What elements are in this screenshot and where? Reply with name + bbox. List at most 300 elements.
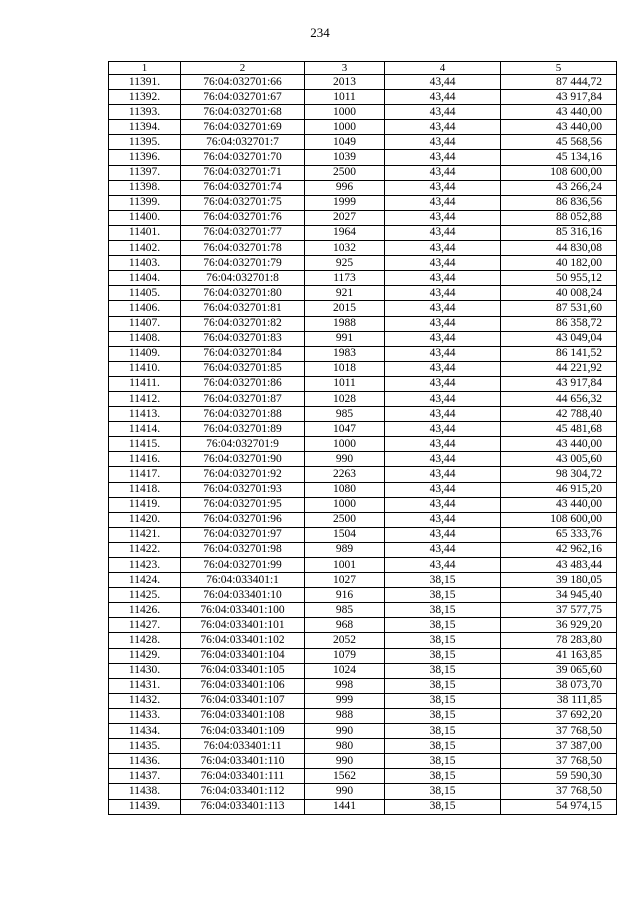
table-row <box>109 195 617 210</box>
cadastral-number-cell: 76:04:032701:80 <box>181 286 305 301</box>
cadastral-number-cell: 76:04:032701:70 <box>181 150 305 165</box>
rate-cell: 43,44 <box>385 527 501 542</box>
area-cell: 2015 <box>305 301 385 316</box>
cadastral-number-cell: 76:04:032701:67 <box>181 90 305 105</box>
cadastral-number-cell: 76:04:033401:109 <box>181 724 305 739</box>
row-number-cell: 11402. <box>109 241 181 256</box>
amount-cell: 87 444,72 <box>501 75 617 90</box>
rate-cell: 38,15 <box>385 633 501 648</box>
area-cell: 1999 <box>305 195 385 210</box>
rate-cell: 43,44 <box>385 120 501 135</box>
amount-cell: 78 283,80 <box>501 633 617 648</box>
row-number-cell: 11429. <box>109 648 181 663</box>
amount-cell: 37 577,75 <box>501 603 617 618</box>
rate-cell: 43,44 <box>385 241 501 256</box>
cadastral-number-cell: 76:04:033401:111 <box>181 769 305 784</box>
area-cell: 1000 <box>305 437 385 452</box>
rate-cell: 43,44 <box>385 497 501 512</box>
rate-cell: 38,15 <box>385 603 501 618</box>
amount-cell: 36 929,20 <box>501 618 617 633</box>
area-cell: 989 <box>305 542 385 557</box>
page-number: 234 <box>310 25 330 40</box>
amount-cell: 54 974,15 <box>501 799 617 814</box>
area-cell: 1441 <box>305 799 385 814</box>
area-cell: 2013 <box>305 75 385 90</box>
rate-cell: 38,15 <box>385 573 501 588</box>
cadastral-number-cell: 76:04:032701:98 <box>181 542 305 557</box>
table-row <box>109 769 617 784</box>
table-row <box>109 618 617 633</box>
rate-cell: 43,44 <box>385 135 501 150</box>
row-number-cell: 11407. <box>109 316 181 331</box>
row-number-cell: 11420. <box>109 512 181 527</box>
row-number-cell: 11409. <box>109 346 181 361</box>
cadastral-number-cell: 76:04:032701:68 <box>181 105 305 120</box>
amount-cell: 88 052,88 <box>501 210 617 225</box>
row-number-cell: 11435. <box>109 739 181 754</box>
cadastral-number-cell: 76:04:033401:11 <box>181 739 305 754</box>
cadastral-number-cell: 76:04:032701:87 <box>181 391 305 406</box>
amount-cell: 42 962,16 <box>501 542 617 557</box>
table-row <box>109 90 617 105</box>
row-number-cell: 11434. <box>109 724 181 739</box>
amount-cell: 85 316,16 <box>501 225 617 240</box>
cadastral-number-cell: 76:04:032701:74 <box>181 180 305 195</box>
amount-cell: 65 333,76 <box>501 527 617 542</box>
amount-cell: 43 440,00 <box>501 120 617 135</box>
amount-cell: 45 134,16 <box>501 150 617 165</box>
amount-cell: 87 531,60 <box>501 301 617 316</box>
cadastral-number-cell: 76:04:033401:107 <box>181 693 305 708</box>
table-row <box>109 663 617 678</box>
rate-cell: 38,15 <box>385 663 501 678</box>
row-number-cell: 11432. <box>109 693 181 708</box>
cadastral-number-cell: 76:04:032701:75 <box>181 195 305 210</box>
row-number-cell: 11438. <box>109 784 181 799</box>
rate-cell: 43,44 <box>385 467 501 482</box>
amount-cell: 98 304,72 <box>501 467 617 482</box>
table-row <box>109 497 617 512</box>
cadastral-number-cell: 76:04:032701:7 <box>181 135 305 150</box>
amount-cell: 43 005,60 <box>501 452 617 467</box>
area-cell: 1983 <box>305 346 385 361</box>
amount-cell: 39 180,05 <box>501 573 617 588</box>
cadastral-number-cell: 76:04:032701:84 <box>181 346 305 361</box>
table-row <box>109 648 617 663</box>
amount-cell: 43 266,24 <box>501 180 617 195</box>
area-cell: 1027 <box>305 573 385 588</box>
amount-cell: 42 788,40 <box>501 407 617 422</box>
cadastral-number-cell: 76:04:032701:95 <box>181 497 305 512</box>
rate-cell: 43,44 <box>385 376 501 391</box>
cadastral-number-cell: 76:04:033401:113 <box>181 799 305 814</box>
table-row <box>109 603 617 618</box>
cadastral-number-cell: 76:04:032701:81 <box>181 301 305 316</box>
row-number-cell: 11421. <box>109 527 181 542</box>
rate-cell: 43,44 <box>385 271 501 286</box>
table-row <box>109 271 617 286</box>
cadastral-number-cell: 76:04:033401:10 <box>181 588 305 603</box>
cadastral-number-cell: 76:04:032701:99 <box>181 558 305 573</box>
cadastral-number-cell: 76:04:032701:9 <box>181 437 305 452</box>
amount-cell: 40 182,00 <box>501 256 617 271</box>
table-row <box>109 361 617 376</box>
row-number-cell: 11399. <box>109 195 181 210</box>
rate-cell: 38,15 <box>385 799 501 814</box>
row-number-cell: 11412. <box>109 391 181 406</box>
amount-cell: 43 917,84 <box>501 376 617 391</box>
area-cell: 925 <box>305 256 385 271</box>
row-number-cell: 11433. <box>109 708 181 723</box>
table-row <box>109 210 617 225</box>
table-row <box>109 135 617 150</box>
table-row <box>109 724 617 739</box>
table-row <box>109 180 617 195</box>
area-cell: 921 <box>305 286 385 301</box>
area-cell: 1049 <box>305 135 385 150</box>
table-row <box>109 346 617 361</box>
table-body <box>109 75 617 815</box>
rate-cell: 38,15 <box>385 588 501 603</box>
cadastral-number-cell: 76:04:032701:90 <box>181 452 305 467</box>
amount-cell: 86 358,72 <box>501 316 617 331</box>
table-row <box>109 225 617 240</box>
row-number-cell: 11422. <box>109 542 181 557</box>
area-cell: 991 <box>305 331 385 346</box>
area-cell: 1011 <box>305 376 385 391</box>
area-cell: 1039 <box>305 150 385 165</box>
cadastral-number-cell: 76:04:033401:110 <box>181 754 305 769</box>
area-cell: 2052 <box>305 633 385 648</box>
table-row <box>109 799 617 814</box>
rate-cell: 43,44 <box>385 482 501 497</box>
area-cell: 1080 <box>305 482 385 497</box>
rate-cell: 38,15 <box>385 648 501 663</box>
cadastral-number-cell: 76:04:032701:88 <box>181 407 305 422</box>
amount-cell: 43 483,44 <box>501 558 617 573</box>
area-cell: 1032 <box>305 241 385 256</box>
cadastral-number-cell: 76:04:033401:106 <box>181 678 305 693</box>
row-number-cell: 11424. <box>109 573 181 588</box>
row-number-cell: 11391. <box>109 75 181 90</box>
area-cell: 1988 <box>305 316 385 331</box>
amount-cell: 59 590,30 <box>501 769 617 784</box>
cadastral-number-cell: 76:04:032701:8 <box>181 271 305 286</box>
row-number-cell: 11427. <box>109 618 181 633</box>
cadastral-number-cell: 76:04:032701:79 <box>181 256 305 271</box>
table-row <box>109 708 617 723</box>
cadastral-number-cell: 76:04:032701:78 <box>181 241 305 256</box>
amount-cell: 44 830,08 <box>501 241 617 256</box>
rate-cell: 43,44 <box>385 512 501 527</box>
cadastral-number-cell: 76:04:033401:105 <box>181 663 305 678</box>
table-row <box>109 286 617 301</box>
area-cell: 990 <box>305 724 385 739</box>
amount-cell: 43 440,00 <box>501 497 617 512</box>
table-row <box>109 407 617 422</box>
rate-cell: 43,44 <box>385 301 501 316</box>
cadastral-number-cell: 76:04:033401:101 <box>181 618 305 633</box>
row-number-cell: 11416. <box>109 452 181 467</box>
row-number-cell: 11404. <box>109 271 181 286</box>
row-number-cell: 11428. <box>109 633 181 648</box>
amount-cell: 45 568,56 <box>501 135 617 150</box>
cadastral-number-cell: 76:04:033401:1 <box>181 573 305 588</box>
rate-cell: 43,44 <box>385 361 501 376</box>
row-number-cell: 11414. <box>109 422 181 437</box>
area-cell: 1001 <box>305 558 385 573</box>
table-row <box>109 75 617 90</box>
rate-cell: 43,44 <box>385 180 501 195</box>
row-number-cell: 11415. <box>109 437 181 452</box>
amount-cell: 37 387,00 <box>501 739 617 754</box>
area-cell: 985 <box>305 603 385 618</box>
table-row <box>109 301 617 316</box>
area-cell: 1024 <box>305 663 385 678</box>
area-cell: 1562 <box>305 769 385 784</box>
rate-cell: 38,15 <box>385 784 501 799</box>
area-cell: 1047 <box>305 422 385 437</box>
row-number-cell: 11425. <box>109 588 181 603</box>
row-number-cell: 11403. <box>109 256 181 271</box>
rate-cell: 43,44 <box>385 75 501 90</box>
area-cell: 998 <box>305 678 385 693</box>
area-cell: 2027 <box>305 210 385 225</box>
rate-cell: 43,44 <box>385 407 501 422</box>
amount-cell: 41 163,85 <box>501 648 617 663</box>
column-header: 1 <box>109 62 181 75</box>
rate-cell: 38,15 <box>385 724 501 739</box>
cadastral-number-cell: 76:04:032701:71 <box>181 165 305 180</box>
table-row <box>109 376 617 391</box>
amount-cell: 38 073,70 <box>501 678 617 693</box>
rate-cell: 43,44 <box>385 422 501 437</box>
table-row <box>109 573 617 588</box>
row-number-cell: 11417. <box>109 467 181 482</box>
cadastral-number-cell: 76:04:032701:77 <box>181 225 305 240</box>
table-row <box>109 391 617 406</box>
column-header: 2 <box>181 62 305 75</box>
area-cell: 2500 <box>305 165 385 180</box>
rate-cell: 43,44 <box>385 90 501 105</box>
area-cell: 1000 <box>305 120 385 135</box>
table-row <box>109 482 617 497</box>
cadastral-number-cell: 76:04:033401:100 <box>181 603 305 618</box>
table-row <box>109 527 617 542</box>
cadastral-number-cell: 76:04:032701:85 <box>181 361 305 376</box>
rate-cell: 43,44 <box>385 558 501 573</box>
table-row <box>109 256 617 271</box>
area-cell: 990 <box>305 784 385 799</box>
table-row <box>109 105 617 120</box>
rate-cell: 38,15 <box>385 678 501 693</box>
rate-cell: 43,44 <box>385 452 501 467</box>
amount-cell: 46 915,20 <box>501 482 617 497</box>
area-cell: 1964 <box>305 225 385 240</box>
table-row <box>109 739 617 754</box>
table-row <box>109 542 617 557</box>
rate-cell: 43,44 <box>385 225 501 240</box>
rate-cell: 38,15 <box>385 754 501 769</box>
rate-cell: 43,44 <box>385 256 501 271</box>
cadastral-number-cell: 76:04:032701:69 <box>181 120 305 135</box>
row-number-cell: 11398. <box>109 180 181 195</box>
table-header-row <box>109 62 617 75</box>
row-number-cell: 11401. <box>109 225 181 240</box>
data-table <box>108 61 617 815</box>
amount-cell: 43 049,04 <box>501 331 617 346</box>
row-number-cell: 11406. <box>109 301 181 316</box>
column-header: 4 <box>385 62 501 75</box>
table-row <box>109 512 617 527</box>
amount-cell: 43 917,84 <box>501 90 617 105</box>
area-cell: 1000 <box>305 497 385 512</box>
area-cell: 996 <box>305 180 385 195</box>
row-number-cell: 11410. <box>109 361 181 376</box>
rate-cell: 43,44 <box>385 150 501 165</box>
row-number-cell: 11418. <box>109 482 181 497</box>
area-cell: 1000 <box>305 105 385 120</box>
area-cell: 1028 <box>305 391 385 406</box>
area-cell: 999 <box>305 693 385 708</box>
amount-cell: 37 768,50 <box>501 724 617 739</box>
rate-cell: 38,15 <box>385 693 501 708</box>
cadastral-number-cell: 76:04:032701:92 <box>181 467 305 482</box>
amount-cell: 43 440,00 <box>501 437 617 452</box>
row-number-cell: 11400. <box>109 210 181 225</box>
rate-cell: 43,44 <box>385 195 501 210</box>
cadastral-number-cell: 76:04:032701:83 <box>181 331 305 346</box>
row-number-cell: 11419. <box>109 497 181 512</box>
amount-cell: 86 141,52 <box>501 346 617 361</box>
cadastral-number-cell: 76:04:033401:102 <box>181 633 305 648</box>
amount-cell: 44 656,32 <box>501 391 617 406</box>
cadastral-number-cell: 76:04:032701:96 <box>181 512 305 527</box>
row-number-cell: 11395. <box>109 135 181 150</box>
rate-cell: 38,15 <box>385 708 501 723</box>
amount-cell: 108 600,00 <box>501 165 617 180</box>
area-cell: 1504 <box>305 527 385 542</box>
amount-cell: 37 692,20 <box>501 708 617 723</box>
table-row <box>109 241 617 256</box>
table-row <box>109 678 617 693</box>
row-number-cell: 11423. <box>109 558 181 573</box>
table-row <box>109 784 617 799</box>
area-cell: 916 <box>305 588 385 603</box>
row-number-cell: 11392. <box>109 90 181 105</box>
column-header: 3 <box>305 62 385 75</box>
table-row <box>109 165 617 180</box>
rate-cell: 43,44 <box>385 391 501 406</box>
rate-cell: 43,44 <box>385 346 501 361</box>
row-number-cell: 11431. <box>109 678 181 693</box>
cadastral-number-cell: 76:04:032701:89 <box>181 422 305 437</box>
row-number-cell: 11396. <box>109 150 181 165</box>
amount-cell: 50 955,12 <box>501 271 617 286</box>
row-number-cell: 11405. <box>109 286 181 301</box>
table-row <box>109 120 617 135</box>
table-row <box>109 452 617 467</box>
amount-cell: 40 008,24 <box>501 286 617 301</box>
amount-cell: 108 600,00 <box>501 512 617 527</box>
area-cell: 2263 <box>305 467 385 482</box>
area-cell: 988 <box>305 708 385 723</box>
amount-cell: 37 768,50 <box>501 754 617 769</box>
cadastral-number-cell: 76:04:032701:82 <box>181 316 305 331</box>
table-row <box>109 150 617 165</box>
rate-cell: 38,15 <box>385 769 501 784</box>
cadastral-number-cell: 76:04:032701:93 <box>181 482 305 497</box>
row-number-cell: 11411. <box>109 376 181 391</box>
area-cell: 968 <box>305 618 385 633</box>
row-number-cell: 11430. <box>109 663 181 678</box>
row-number-cell: 11436. <box>109 754 181 769</box>
area-cell: 1079 <box>305 648 385 663</box>
area-cell: 1018 <box>305 361 385 376</box>
row-number-cell: 11393. <box>109 105 181 120</box>
cadastral-number-cell: 76:04:033401:104 <box>181 648 305 663</box>
row-number-cell: 11408. <box>109 331 181 346</box>
amount-cell: 45 481,68 <box>501 422 617 437</box>
row-number-cell: 11426. <box>109 603 181 618</box>
amount-cell: 37 768,50 <box>501 784 617 799</box>
amount-cell: 44 221,92 <box>501 361 617 376</box>
table-row <box>109 422 617 437</box>
cadastral-number-cell: 76:04:033401:108 <box>181 708 305 723</box>
area-cell: 985 <box>305 407 385 422</box>
table-row <box>109 316 617 331</box>
amount-cell: 86 836,56 <box>501 195 617 210</box>
table-row <box>109 633 617 648</box>
row-number-cell: 11394. <box>109 120 181 135</box>
rate-cell: 43,44 <box>385 331 501 346</box>
table-row <box>109 437 617 452</box>
rate-cell: 38,15 <box>385 618 501 633</box>
area-cell: 1011 <box>305 90 385 105</box>
row-number-cell: 11437. <box>109 769 181 784</box>
rate-cell: 43,44 <box>385 165 501 180</box>
area-cell: 990 <box>305 452 385 467</box>
row-number-cell: 11439. <box>109 799 181 814</box>
area-cell: 2500 <box>305 512 385 527</box>
table-row <box>109 588 617 603</box>
cadastral-number-cell: 76:04:033401:112 <box>181 784 305 799</box>
area-cell: 1173 <box>305 271 385 286</box>
row-number-cell: 11397. <box>109 165 181 180</box>
cadastral-number-cell: 76:04:032701:97 <box>181 527 305 542</box>
table-row <box>109 331 617 346</box>
area-cell: 990 <box>305 754 385 769</box>
row-number-cell: 11413. <box>109 407 181 422</box>
rate-cell: 43,44 <box>385 105 501 120</box>
rate-cell: 38,15 <box>385 739 501 754</box>
cadastral-number-cell: 76:04:032701:66 <box>181 75 305 90</box>
column-header: 5 <box>501 62 617 75</box>
rate-cell: 43,44 <box>385 437 501 452</box>
rate-cell: 43,44 <box>385 316 501 331</box>
rate-cell: 43,44 <box>385 210 501 225</box>
amount-cell: 43 440,00 <box>501 105 617 120</box>
rate-cell: 43,44 <box>385 542 501 557</box>
cadastral-number-cell: 76:04:032701:76 <box>181 210 305 225</box>
amount-cell: 38 111,85 <box>501 693 617 708</box>
table-row <box>109 693 617 708</box>
cadastral-number-cell: 76:04:032701:86 <box>181 376 305 391</box>
rate-cell: 43,44 <box>385 286 501 301</box>
area-cell: 980 <box>305 739 385 754</box>
amount-cell: 34 945,40 <box>501 588 617 603</box>
table-row <box>109 558 617 573</box>
